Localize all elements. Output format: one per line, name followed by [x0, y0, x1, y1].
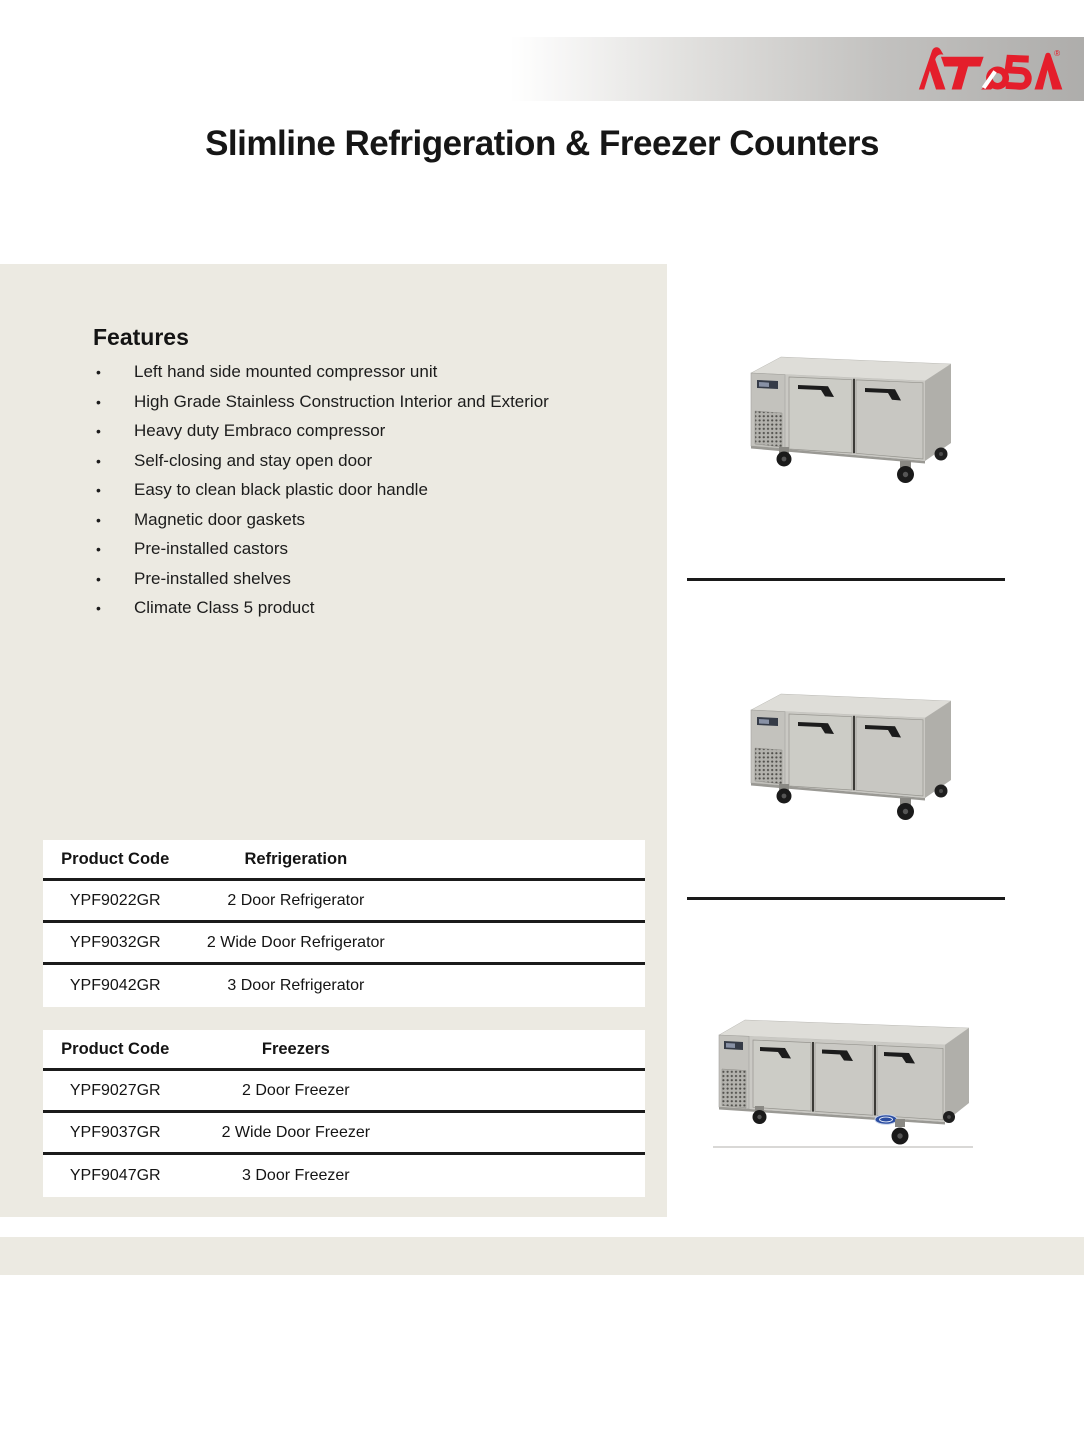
product-description-cell: 3 Door Freezer: [242, 1167, 350, 1184]
atosa-logo: [918, 45, 1064, 93]
features-list: [93, 362, 633, 618]
refrigeration-table: [43, 840, 645, 1007]
product-code-cell: YPF9032GR: [69, 933, 161, 951]
bullet-icon: •: [96, 452, 101, 469]
feature-text: Pre-installed shelves: [134, 568, 291, 588]
product-description-cell: 2 Door Refrigerator: [227, 891, 365, 909]
feature-item: [93, 392, 633, 412]
bullet-icon: •: [96, 393, 101, 410]
freezers-table: [43, 1030, 645, 1197]
feature-text: Magnetic door gaskets: [134, 509, 306, 529]
feature-item: [93, 480, 633, 500]
feature-item: [93, 421, 633, 441]
table-row: [43, 1113, 645, 1155]
feature-text: Pre-installed castors: [134, 539, 289, 558]
column-header-product-code: Product Code: [61, 849, 170, 868]
bullet-icon: •: [96, 600, 101, 616]
product-code-cell: YPF9042GR: [69, 977, 161, 994]
product-code-cell: YPF9047GR: [69, 1167, 161, 1184]
table-row: [43, 923, 645, 965]
product-description-cell: 2 Door Freezer: [242, 1081, 350, 1099]
column-header-refrigeration: Refrigeration: [244, 849, 348, 868]
footer-bar: [0, 1237, 1084, 1275]
empty-cell: [404, 881, 645, 920]
bullet-icon: •: [96, 570, 101, 587]
freezers-table-body: [43, 1071, 645, 1197]
two-door-counter-photo: [745, 347, 955, 487]
empty-cell: [404, 923, 645, 962]
column-header-freezers: Freezers: [261, 1039, 330, 1058]
column-header-empty: [404, 840, 645, 878]
feature-text: Climate Class 5 product: [134, 598, 315, 617]
feature-item: [93, 598, 633, 618]
table-row: [43, 1155, 645, 1197]
empty-cell: [404, 1113, 645, 1152]
table-row: [43, 1071, 645, 1113]
product-description-cell: 3 Door Refrigerator: [227, 977, 365, 994]
bullet-icon: •: [96, 423, 101, 439]
two-door-counter-photo: [745, 684, 955, 824]
product-code-cell: YPF9022GR: [69, 891, 161, 909]
feature-text: Heavy duty Embraco compressor: [134, 421, 386, 440]
bullet-icon: •: [96, 511, 101, 528]
empty-cell: [404, 965, 645, 1007]
product-code-cell: YPF9027GR: [69, 1081, 161, 1099]
section-divider: [687, 897, 1005, 900]
bullet-icon: •: [96, 364, 101, 380]
features-heading: Features: [93, 324, 189, 350]
page-title: Slimline Refrigeration & Freezer Counters: [205, 124, 879, 163]
table-header-row: [43, 840, 645, 881]
table-header-row: [43, 1030, 645, 1071]
table-row: [43, 881, 645, 923]
empty-cell: [404, 1071, 645, 1110]
feature-text: Self-closing and stay open door: [134, 450, 373, 470]
feature-item: [93, 510, 633, 530]
table-row: [43, 965, 645, 1007]
bullet-icon: •: [96, 541, 101, 557]
feature-item: [93, 569, 633, 589]
feature-item: [93, 539, 633, 559]
product-description-cell: 2 Wide Door Refrigerator: [206, 933, 385, 951]
column-header-product-code: Product Code: [61, 1039, 170, 1058]
empty-cell: [404, 1155, 645, 1197]
product-description-cell: 2 Wide Door Freezer: [221, 1123, 371, 1141]
feature-text: High Grade Stainless Construction Interior and Exterior: [134, 391, 549, 411]
features-section: [93, 324, 633, 628]
registered-mark: ®: [1054, 48, 1061, 58]
bullet-icon: •: [96, 482, 101, 498]
three-door-counter-photo: [713, 1011, 975, 1152]
header-gradient-bar: [510, 37, 1084, 101]
feature-text: Easy to clean black plastic door handle: [134, 480, 428, 499]
content-panel: [0, 264, 667, 1217]
feature-text: Left hand side mounted compressor unit: [134, 362, 438, 381]
refrigeration-table-body: [43, 881, 645, 1007]
section-divider: [687, 578, 1005, 581]
feature-item: [93, 451, 633, 471]
product-code-cell: YPF9037GR: [69, 1123, 161, 1141]
feature-item: [93, 362, 633, 382]
column-header-empty: [404, 1030, 645, 1068]
